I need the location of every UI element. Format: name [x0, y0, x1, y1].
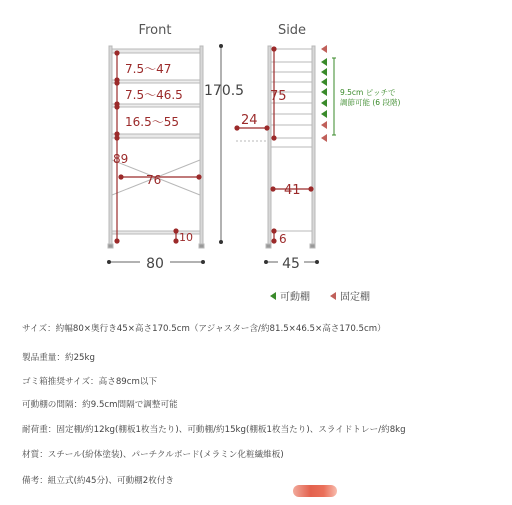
movable-shelf-arrow — [321, 110, 327, 118]
movable-shelf-arrow — [321, 58, 327, 66]
side-dimension-lines — [237, 49, 311, 241]
pitch-note-line2: 調節可能 (6 段階) — [340, 98, 401, 107]
shelf-arrows — [321, 45, 327, 142]
front-height-dimension — [219, 44, 223, 244]
legend-movable: 可動棚 — [280, 292, 310, 303]
spec-weight: 製品重量：約25kg — [22, 353, 95, 363]
front-dimension-dots — [114, 50, 201, 243]
spec-size: サイズ：約幅80×奥行き45×高さ170.5cm（アジャスター含/約81.5×46.5×高さ170.5cm） — [22, 324, 386, 334]
side-dim-upper: 75 — [270, 89, 287, 104]
movable-shelf-arrow — [321, 68, 327, 76]
spec-bin-size: ゴミ箱推奨サイズ：高さ89cm以下 — [22, 377, 158, 387]
legend — [270, 290, 370, 303]
movable-shelf-arrow — [321, 78, 327, 86]
front-height-label: 170.5 — [204, 83, 245, 99]
movable-shelf-arrow — [321, 88, 327, 96]
side-title: Side — [277, 23, 307, 38]
movable-shelf-arrow — [321, 99, 327, 107]
fixed-shelf-arrow — [321, 121, 327, 129]
front-dim-low: 16.5～55 — [125, 115, 179, 129]
legend-fixed: 固定棚 — [340, 292, 370, 303]
side-dim-foot: 6 — [279, 232, 287, 246]
front-view — [107, 23, 244, 272]
front-title: Front — [138, 23, 172, 38]
front-dim-top: 7.5～47 — [125, 62, 172, 76]
pitch-note-line1: 9.5cm ピッチで — [340, 88, 396, 97]
side-view — [234, 23, 400, 272]
pitch-bracket — [332, 58, 336, 135]
front-width-label: 80 — [146, 256, 164, 272]
fixed-legend-icon — [330, 292, 336, 300]
red-marker-smudge — [293, 485, 337, 497]
front-dim-mid: 7.5～46.5 — [125, 88, 183, 102]
side-depth-label: 45 — [282, 256, 300, 272]
front-dim-bin-width: 76 — [146, 173, 162, 187]
spec-material: 材質：スチール(紛体塗装)、パーチクルボード(メラミン化粧繊維板) — [22, 450, 284, 460]
movable-legend-icon — [270, 292, 276, 300]
fixed-shelf-arrow — [321, 45, 327, 53]
side-dim-bin-depth: 41 — [284, 183, 301, 198]
fixed-shelf-arrow — [321, 134, 327, 142]
spec-notes: 備考：組立式(約45分)、可動棚2枚付き — [22, 476, 175, 486]
side-shelf-frame — [236, 46, 315, 248]
front-shelf-frame — [108, 46, 204, 248]
front-dim-bottom-space: 89 — [113, 152, 129, 166]
front-dim-foot: 10 — [179, 231, 193, 244]
spec-load-capacity: 耐荷重：固定棚/約12kg(棚板1枚当たり)、可動棚/約15kg(棚板1枚当たり)、スライドトレー/約8kg — [22, 425, 406, 435]
spec-shelf-interval: 可動棚の間隔：約9.5cm間隔で調整可能 — [22, 400, 178, 410]
side-dim-tray: 24 — [241, 113, 258, 128]
